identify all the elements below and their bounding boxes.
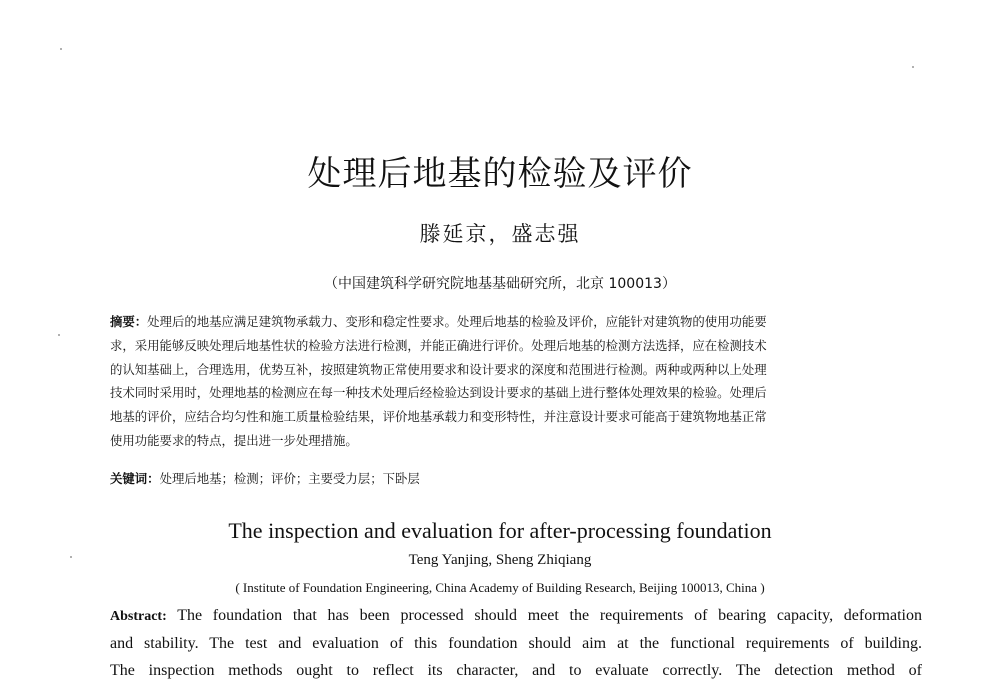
english-abstract-line: and stability. The test and evaluation of this foundation should aim at the functional requirements of building.	[110, 635, 922, 652]
english-abstract-line: The inspection methods ought to reflect its character, and to evaluate correctly. The detection method of	[110, 662, 922, 679]
scan-speck	[60, 48, 62, 50]
english-abstract-line	[110, 602, 922, 630]
chinese-abstract	[110, 310, 922, 453]
english-abstract-label: Abstract:	[110, 609, 167, 624]
chinese-abstract-line	[110, 310, 922, 334]
chinese-abstract-line: 地基的评价，应结合均匀性和施工质量检验结果，评价地基承载力和变形特性，并注意设计要求可能高于建筑物地基正常	[110, 409, 767, 425]
chinese-affiliation: （中国建筑科学研究院地基基础研究所，北京 100013）	[324, 276, 676, 292]
chinese-abstract-text: 处理后的地基应满足建筑物承载力、变形和稳定性要求。处理后地基的检验及评价，应能针对建筑物的使用功能要	[147, 314, 767, 329]
scan-speck	[912, 66, 914, 68]
chinese-abstract-label: 摘要：	[110, 314, 148, 329]
chinese-abstract-line: 技术同时采用时，处理地基的检测应在每一种技术处理后经检验达到设计要求的基础上进行整体处理效果的检验。处理后	[110, 385, 767, 401]
english-title: The inspection and evaluation for after-processing foundation	[228, 518, 772, 543]
chinese-abstract-line: 使用功能要求的特点，提出进一步处理措施。	[110, 432, 358, 448]
english-authors: Teng Yanjing, Sheng Zhiqiang	[408, 552, 592, 568]
english-affiliation: ( Institute of Foundation Engineering, China Academy of Building Research, Beijing 100013, China )	[235, 580, 765, 595]
english-abstract	[110, 602, 922, 684]
chinese-authors: 滕延京，盛志强	[419, 222, 581, 246]
chinese-keywords-text: 处理后地基；检测；评价；主要受力层；下卧层	[159, 471, 420, 486]
english-abstract-text: The foundation that has been processed should meet the requirements of bearing capacity, deformation	[177, 607, 922, 624]
chinese-abstract-line: 求，采用能够反映处理后地基性状的检验方法进行检测，并能正确进行评价。处理后地基的检测方法选择，应在检测技术	[110, 337, 767, 353]
chinese-keywords-label: 关键词：	[110, 471, 160, 486]
chinese-keywords	[110, 469, 420, 487]
scan-speck	[58, 334, 60, 336]
chinese-abstract-line: 的认知基础上，合理选用，优势互补，按照建筑物正常使用要求和设计要求的深度和范围进行检测。两种或两种以上处理	[110, 361, 767, 377]
chinese-title: 处理后地基的检验及评价	[307, 154, 693, 194]
